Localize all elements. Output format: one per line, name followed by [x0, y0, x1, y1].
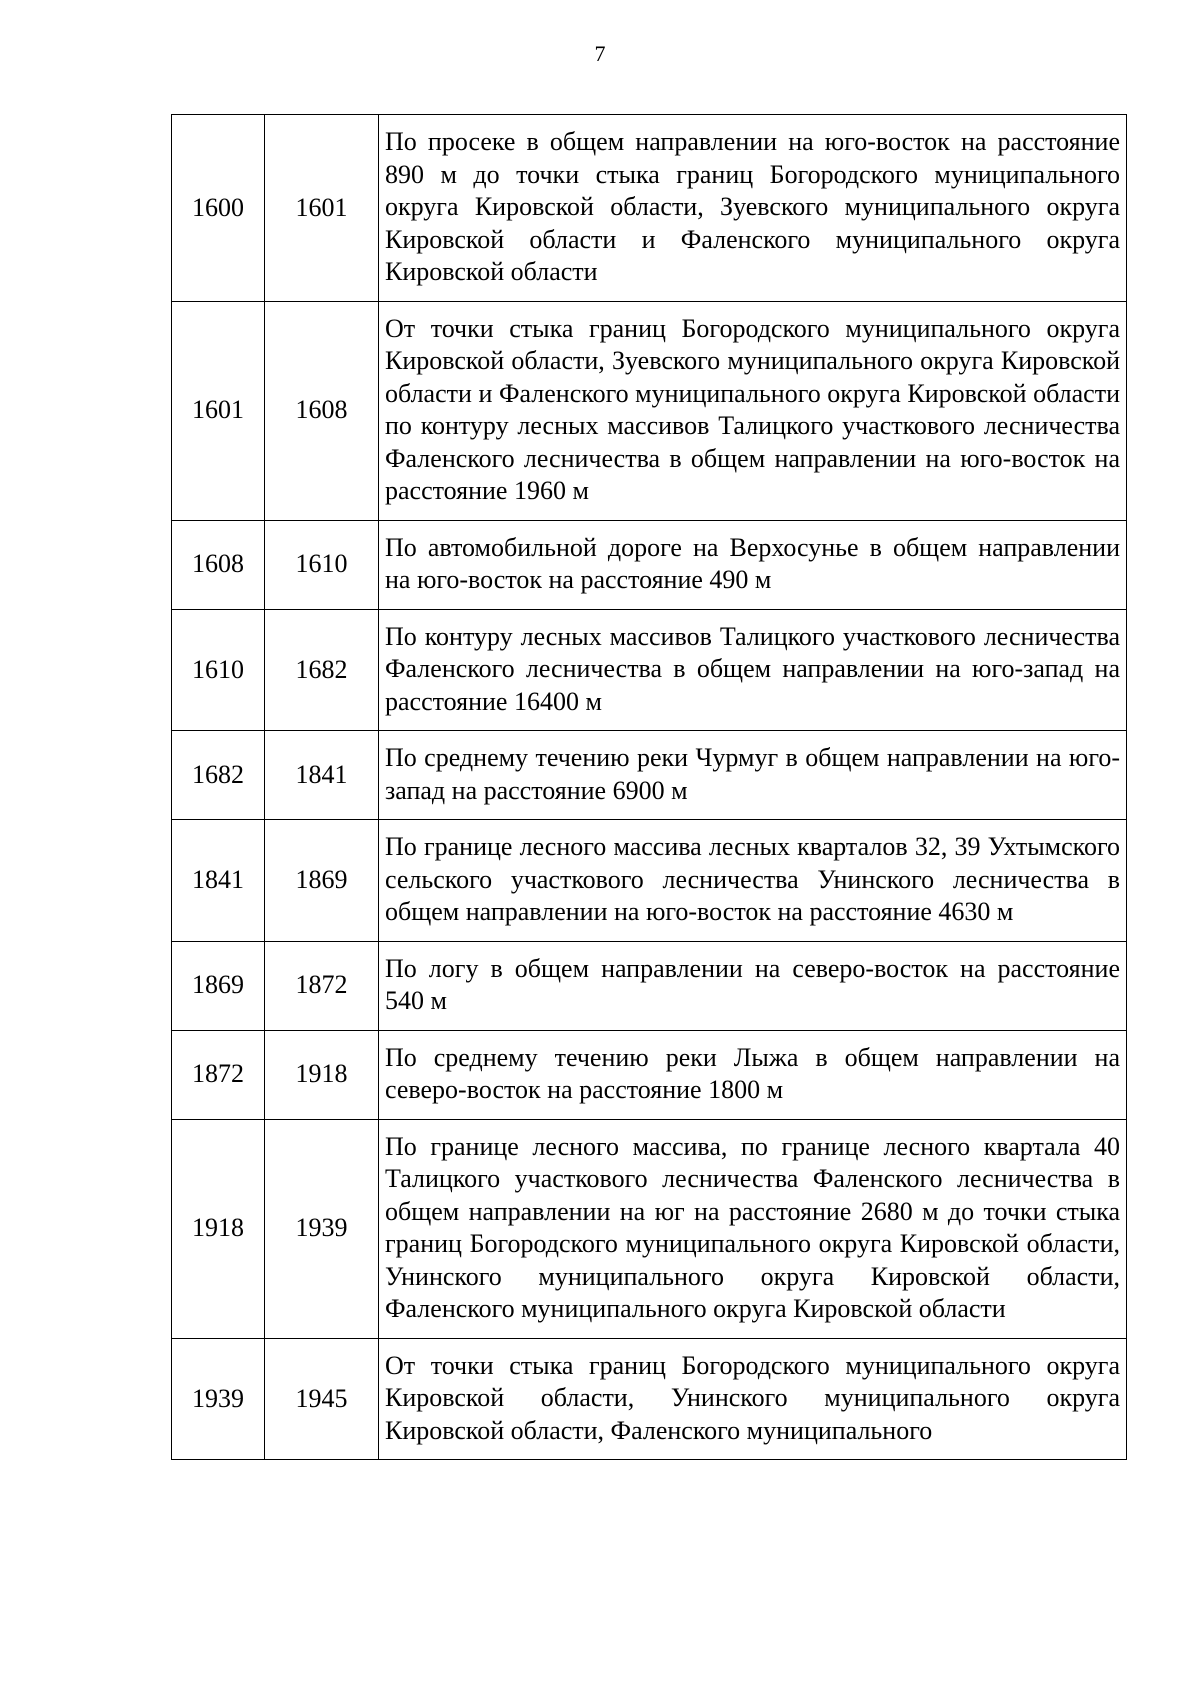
boundary-description-cell: По среднему течению реки Чурмуг в общем направлении на юго-запад на расстояние 6900 м	[379, 731, 1127, 820]
end-point-cell: 1841	[265, 731, 379, 820]
table-row	[172, 609, 1127, 731]
end-point-cell: 1869	[265, 820, 379, 942]
boundary-description-cell: По контуру лесных массивов Талицкого участкового лесничества Фаленского лесничества в общем направлении на юго-запад на расстояние 16400 м	[379, 609, 1127, 731]
end-point-cell: 1610	[265, 520, 379, 609]
boundary-description-cell: По границе лесного массива лесных кварталов 32, 39 Ухтымского сельского участкового лесничества Унинского лесничества в общем направлении на юго-восток на расстояние 4630 м	[379, 820, 1127, 942]
end-point-cell: 1682	[265, 609, 379, 731]
boundary-description-cell: От точки стыка границ Богородского муниципального округа Кировской области, Унинского муниципального округа Кировской области, Фаленского муниципального	[379, 1338, 1127, 1460]
boundary-description-cell: По просеке в общем направлении на юго-восток на расстояние 890 м до точки стыка границ Богородского муниципального округа Кировской области, Зуевского муниципального округа Кировской области и Фаленского муниципального округа Кировской области	[379, 115, 1127, 302]
start-point-cell: 1600	[172, 115, 265, 302]
end-point-cell: 1601	[265, 115, 379, 302]
table-row	[172, 731, 1127, 820]
start-point-cell: 1608	[172, 520, 265, 609]
end-point-cell: 1945	[265, 1338, 379, 1460]
boundary-description-cell: По границе лесного массива, по границе лесного квартала 40 Талицкого участкового лесничества Фаленского лесничества в общем направлении на юг на расстояние 2680 м до точки стыка границ Богородского муниципального округа Кировской области, Унинского муниципального округа Кировской области, Фаленского муниципального округа Кировской области	[379, 1119, 1127, 1338]
boundary-description-table	[171, 114, 1127, 1460]
table-row	[172, 820, 1127, 942]
start-point-cell: 1869	[172, 941, 265, 1030]
table-row	[172, 1119, 1127, 1338]
start-point-cell: 1682	[172, 731, 265, 820]
start-point-cell: 1872	[172, 1030, 265, 1119]
boundary-description-cell: По среднему течению реки Лыжа в общем направлении на северо-восток на расстояние 1800 м	[379, 1030, 1127, 1119]
end-point-cell: 1608	[265, 301, 379, 520]
table-row	[172, 115, 1127, 302]
start-point-cell: 1601	[172, 301, 265, 520]
end-point-cell: 1872	[265, 941, 379, 1030]
table-row	[172, 520, 1127, 609]
start-point-cell: 1610	[172, 609, 265, 731]
table-row	[172, 1338, 1127, 1460]
table-row	[172, 1030, 1127, 1119]
start-point-cell: 1939	[172, 1338, 265, 1460]
table-row	[172, 301, 1127, 520]
start-point-cell: 1918	[172, 1119, 265, 1338]
table-row	[172, 941, 1127, 1030]
end-point-cell: 1939	[265, 1119, 379, 1338]
boundary-description-cell: По логу в общем направлении на северо-восток на расстояние 540 м	[379, 941, 1127, 1030]
start-point-cell: 1841	[172, 820, 265, 942]
end-point-cell: 1918	[265, 1030, 379, 1119]
boundary-description-cell: По автомобильной дороге на Верхосунье в общем направлении на юго-восток на расстояние 490 м	[379, 520, 1127, 609]
boundary-description-cell: От точки стыка границ Богородского муниципального округа Кировской области, Зуевского муниципального округа Кировской области и Фаленского муниципального округа Кировской области по контуру лесных массивов Талицкого участкового лесничества Фаленского лесничества в общем направлении на юго-восток на расстояние 1960 м	[379, 301, 1127, 520]
page-number: 7	[594, 41, 606, 66]
